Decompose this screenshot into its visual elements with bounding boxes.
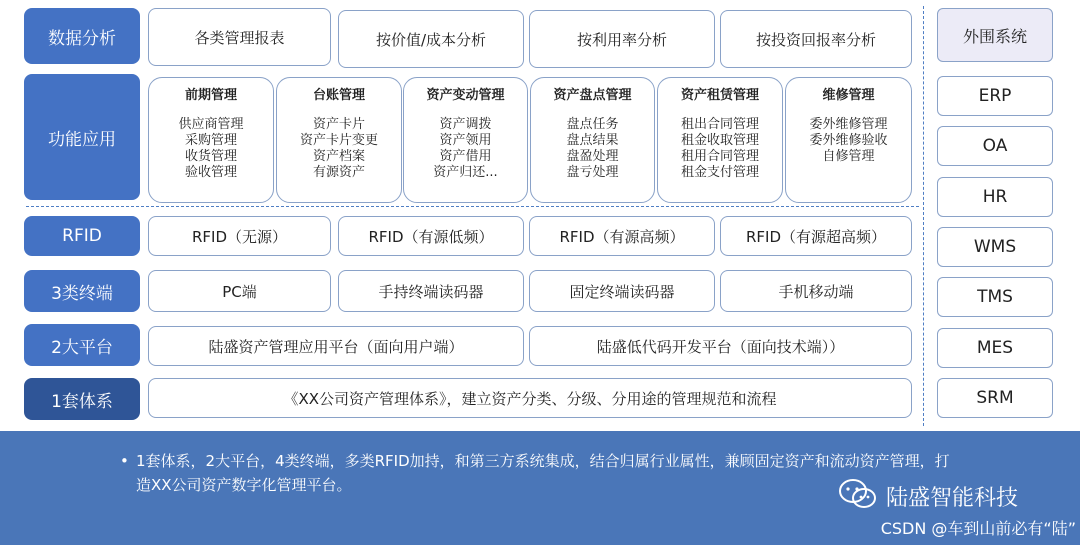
dashed-separator-vertical [923,6,924,426]
row-label-data-analysis: 数据分析 [24,8,140,64]
module-item: 资产借用 [439,149,492,164]
module-item: 资产卡片变更 [299,133,378,148]
row-label-platforms: 2大平台 [24,324,140,366]
module-title: 资产盘点管理 [553,88,632,103]
analysis-box-reports: 各类管理报表 [148,8,331,66]
module-item: 资产调拨 [439,117,492,132]
terminal-box-mobile: 手机移动端 [720,270,912,312]
module-item: 资产归还... [433,165,498,180]
analysis-box-utilization: 按利用率分析 [529,10,715,68]
row-label-terminals: 3类终端 [24,270,140,312]
terminal-box-handheld: 手持终端读码器 [338,270,524,312]
module-title: 台账管理 [312,88,365,103]
peripheral-tms: TMS [937,277,1053,317]
rfid-box-active-high: RFID（有源高频） [529,216,715,256]
terminal-box-pc: PC端 [148,270,331,312]
module-item: 委外维修验收 [809,133,888,148]
module-item: 供应商管理 [178,117,244,132]
module-leasing [657,77,783,203]
module-item: 租出合同管理 [680,117,759,132]
watermark-text: 陆盛智能科技 [886,485,1019,511]
module-title: 维修管理 [822,88,875,103]
rfid-box-passive: RFID（无源） [148,216,331,256]
module-item: 盘亏处理 [566,165,619,180]
row-label-rfid: RFID [24,216,140,256]
module-title: 资产变动管理 [426,88,505,103]
footer-text: 1套体系，2大平台，4类终端，多类RFID加持，和第三方系统集成，结合归属行业属性，兼顾固定资产和流动资产管理，打造XX公司资产数字化管理平台。 [136,452,950,494]
module-ledger-management [276,77,402,203]
module-title: 前期管理 [184,88,237,103]
platform-box-user: 陆盛资产管理应用平台（面向用户端） [148,326,524,366]
module-item: 盘点结果 [566,133,619,148]
module-item: 资产卡片 [312,117,365,132]
module-item: 资产档案 [312,149,365,164]
terminal-box-fixed: 固定终端读码器 [529,270,715,312]
peripheral-oa: OA [937,126,1053,166]
module-item: 自修管理 [822,149,875,164]
module-asset-change [403,77,528,203]
peripheral-wms: WMS [937,227,1053,267]
module-item: 有源资产 [312,165,365,180]
module-item: 采购管理 [184,133,237,148]
module-item: 租金支付管理 [680,165,759,180]
wechat-icon [838,478,878,514]
module-item: 盘点任务 [566,117,619,132]
module-item: 收货管理 [184,149,237,164]
row-label-function: 功能应用 [24,74,140,200]
module-item: 租用合同管理 [680,149,759,164]
module-maintenance [785,77,912,203]
csdn-credit: CSDN @车到山前必有“陆” [880,519,1076,538]
footer-bullet [120,449,960,497]
peripheral-title: 外围系统 [937,8,1053,62]
analysis-box-roi: 按投资回报率分析 [720,10,912,68]
watermark [838,478,1018,514]
analysis-box-value-cost: 按价值/成本分析 [338,10,524,68]
row-label-system: 1套体系 [24,378,140,420]
module-item: 验收管理 [184,165,237,180]
peripheral-hr: HR [937,177,1053,217]
bullet-dot: • [120,452,129,470]
peripheral-erp: ERP [937,76,1053,116]
rfid-box-active-uhf: RFID（有源超高频） [720,216,912,256]
rfid-box-active-low: RFID（有源低频） [338,216,524,256]
peripheral-srm: SRM [937,378,1053,418]
dashed-separator-horizontal [26,206,919,207]
module-inventory-check [530,77,655,203]
module-early-management [148,77,274,203]
module-item: 租金收取管理 [680,133,759,148]
module-item: 盘盈处理 [566,149,619,164]
platform-box-lowcode: 陆盛低代码开发平台（面向技术端）） [529,326,912,366]
module-item: 委外维修管理 [809,117,888,132]
system-box: 《XX公司资产管理体系》，建立资产分类、分级、分用途的管理规范和流程 [148,378,912,418]
peripheral-mes: MES [937,328,1053,368]
module-title: 资产租赁管理 [680,88,759,103]
module-item: 资产领用 [439,133,492,148]
